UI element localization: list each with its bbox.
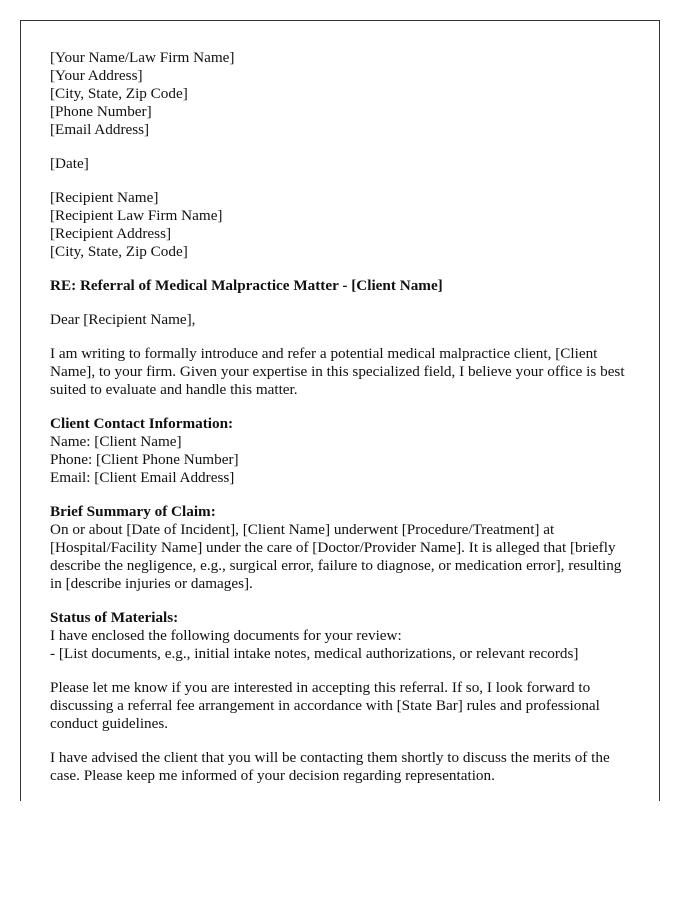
sender-address: [Your Address] [50,67,143,84]
summary-section [50,503,635,593]
recipient-block [50,189,635,261]
materials-heading: Status of Materials: [50,609,179,626]
letter-page [20,20,660,801]
client-phone-line: Phone: [Client Phone Number] [50,451,239,468]
sender-block [50,49,635,139]
client-name-line: Name: [Client Name] [50,433,182,450]
client-email-line: Email: [Client Email Address] [50,469,235,486]
materials-section [50,609,635,663]
recipient-address: [Recipient Address] [50,225,172,242]
client-contact-section [50,415,635,487]
materials-list-item: - [List documents, e.g., initial intake notes, medical authorizations, or relevant records] [50,645,579,662]
closing-paragraph: I have advised the client that you will be contacting them shortly to discuss the merits of the case. Please keep me informed of your decision regarding representation. [50,749,610,784]
sender-email: [Email Address] [50,121,150,138]
salutation: Dear [Recipient Name], [50,311,196,328]
date: [Date] [50,155,89,172]
sender-name: [Your Name/Law Firm Name] [50,49,235,66]
letter-content [50,49,635,801]
materials-intro: I have enclosed the following documents for your review: [50,627,402,644]
sender-phone: [Phone Number] [50,103,152,120]
intro-paragraph: I am writing to formally introduce and refer a potential medical malpractice client, [Client Name], to your firm. Given your expertise in this specialized field, I believe your office is best suited to evaluate and handle this matter. [50,345,625,398]
subject-line: RE: Referral of Medical Malpractice Matter - [Client Name] [50,277,443,294]
fee-paragraph: Please let me know if you are interested in accepting this referral. If so, I look forward to discussing a referral fee arrangement in accordance with [State Bar] rules and professional conduct guidelines. [50,679,600,732]
client-contact-heading: Client Contact Information: [50,415,234,432]
recipient-firm: [Recipient Law Firm Name] [50,207,223,224]
summary-heading: Brief Summary of Claim: [50,503,216,520]
summary-text: On or about [Date of Incident], [Client Name] underwent [Procedure/Treatment] at [Hospital/Facility Name] under the care of [Doctor/Provider Name]. It is alleged that [briefly describe the negligence, e.g., surgical error, failure to diagnose, or medication error], resulting in [describe injuries or damages]. [50,521,622,592]
recipient-name: [Recipient Name] [50,189,159,206]
sender-city: [City, State, Zip Code] [50,85,188,102]
recipient-city: [City, State, Zip Code] [50,243,188,260]
